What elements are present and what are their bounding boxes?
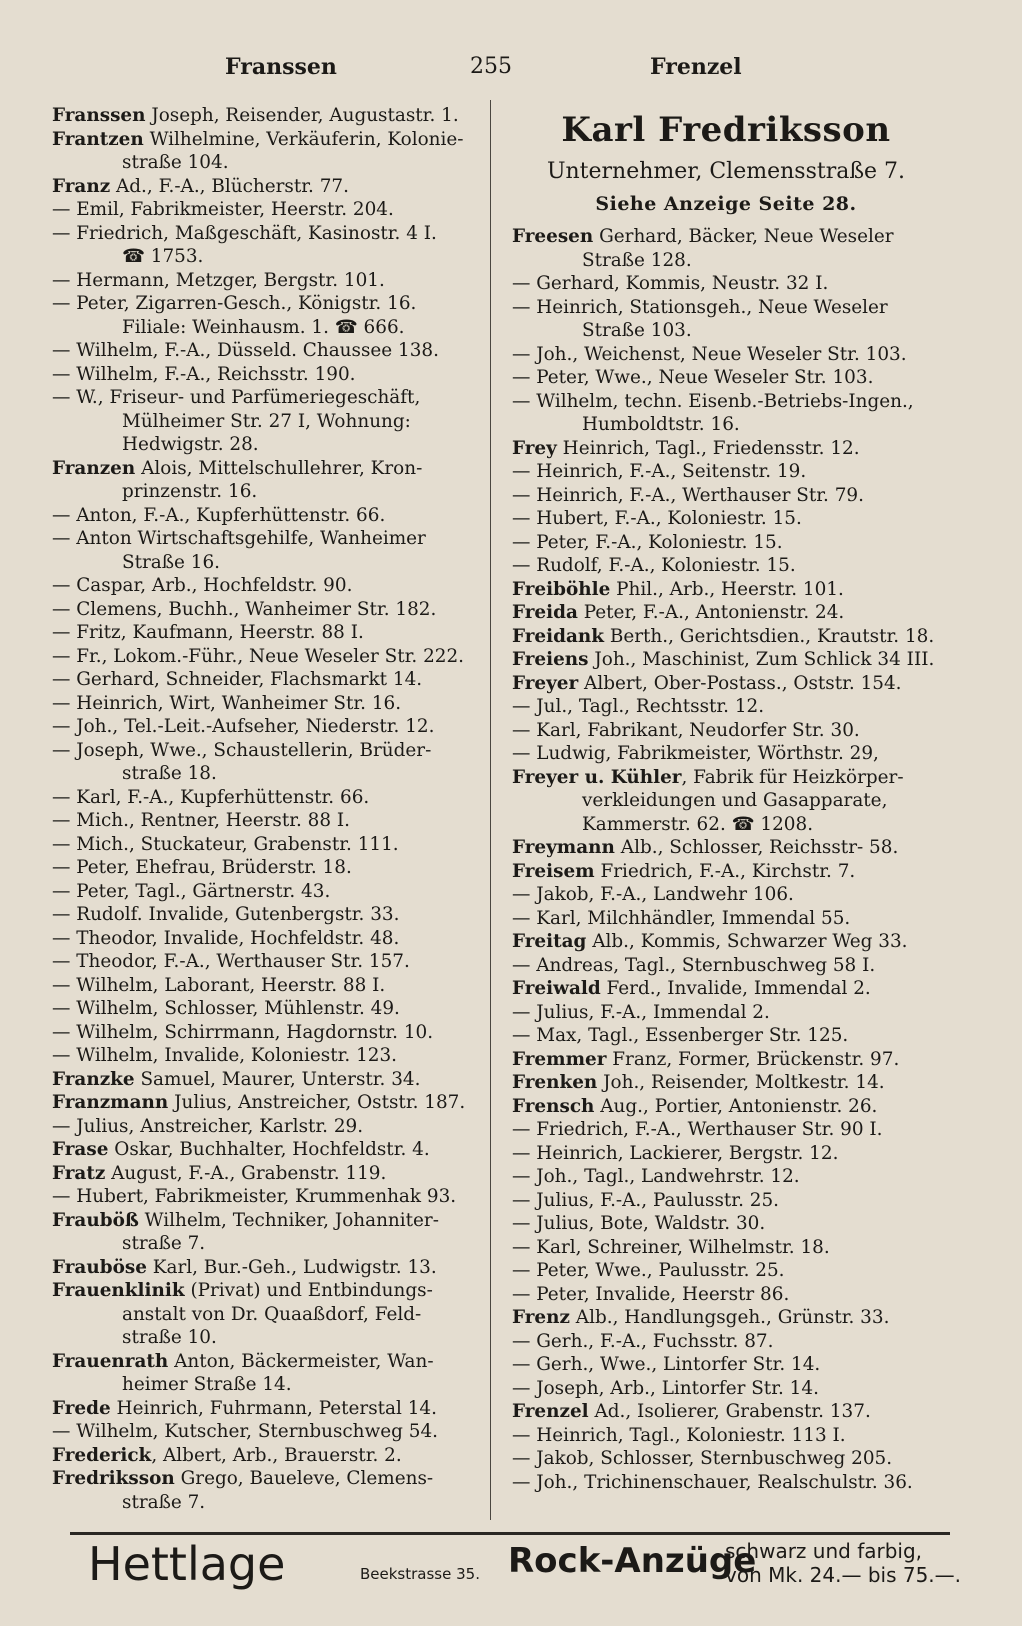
entry-surname: Freida <box>512 602 578 623</box>
entry-text: Straße 128. <box>582 249 692 271</box>
directory-line <box>52 645 482 669</box>
directory-line <box>512 695 940 719</box>
directory-line <box>512 1447 940 1471</box>
entry-text: — Peter, F.-A., Koloniestr. 15. <box>512 531 783 553</box>
directory-line <box>52 927 482 951</box>
entry-surname: Frede <box>52 1397 111 1419</box>
entry-text: — Gerhard, Kommis, Neustr. 32 I. <box>512 273 829 294</box>
entry-text: — Fritz, Kaufmann, Heerstr. 88 I. <box>52 622 364 643</box>
entry-surname: Frey <box>512 437 557 459</box>
entry-surname: Freiböhle <box>512 578 611 600</box>
entry-text: straße 7. <box>122 1491 206 1513</box>
entry-text: — Theodor, Invalide, Hochfeldstr. 48. <box>52 927 400 949</box>
entry-text: — Heinrich, Tagl., Koloniestr. 113 I. <box>512 1424 846 1446</box>
entry-text: — Joh., Tel.-Leit.-Aufseher, Niederstr. 12. <box>52 716 435 737</box>
entry-text: — Julius, Anstreicher, Karlstr. 29. <box>52 1115 364 1137</box>
entry-surname: Frase <box>52 1139 109 1160</box>
directory-line <box>512 977 940 1001</box>
directory-line <box>512 319 940 343</box>
directory-line <box>52 1091 482 1115</box>
entry-text: — Friedrich, F.-A., Werthauser Str. 90 I. <box>512 1119 883 1140</box>
directory-line <box>512 1330 940 1354</box>
entry-text: Wilhelmine, Verkäuferin, Kolonie- <box>143 128 464 150</box>
directory-line <box>52 739 482 763</box>
entry-surname: Franzmann <box>52 1092 169 1113</box>
directory-line <box>512 954 940 978</box>
directory-line <box>52 316 482 340</box>
entry-surname: Fredriksson <box>52 1468 175 1489</box>
featured-note: Siehe Anzeige Seite 28. <box>595 193 857 215</box>
directory-line <box>52 1373 482 1397</box>
directory-line <box>512 1283 940 1307</box>
entry-text: — Julius, F.-A., Paulusstr. 25. <box>512 1189 780 1211</box>
entry-text: — Joh., Trichinenschauer, Realschulstr. 36. <box>512 1471 913 1493</box>
entry-text: — Karl, Milchhändler, Immendal 55. <box>512 907 851 929</box>
entry-text: — Mich., Rentner, Heerstr. 88 I. <box>52 810 351 831</box>
entry-text: — Hubert, Fabrikmeister, Krummenhak 93. <box>52 1186 457 1207</box>
header-left-keyword: Franssen <box>225 54 337 80</box>
directory-line <box>52 363 482 387</box>
entry-text: — Theodor, F.-A., Werthauser Str. 157. <box>52 951 410 972</box>
entry-text: Alb., Handlungsgeh., Grünstr. 33. <box>569 1307 890 1328</box>
entry-text: Albert, Ober-Postass., Oststr. 154. <box>578 672 902 694</box>
directory-line <box>512 907 940 931</box>
directory-line <box>52 1397 482 1421</box>
directory-line <box>512 625 940 649</box>
entry-text: — Jakob, Schlosser, Sternbuschweg 205. <box>512 1448 893 1469</box>
entry-text: — Julius, Bote, Waldstr. 30. <box>512 1213 766 1234</box>
entry-text: Gerhard, Bäcker, Neue Weseler <box>593 226 894 247</box>
directory-line <box>512 813 940 837</box>
entry-text: — Heinrich, Stationsgeh., Neue Weseler <box>512 296 888 318</box>
entry-text: Kammerstr. 62. ☎ 1208. <box>582 813 814 835</box>
entry-text: Alb., Kommis, Schwarzer Weg 33. <box>586 931 908 952</box>
directory-line <box>512 860 940 884</box>
entry-text: Ad., Isolierer, Grabenstr. 137. <box>588 1401 871 1422</box>
directory-line <box>52 175 482 199</box>
directory-line <box>52 410 482 434</box>
entry-text: Franz, Former, Brückenstr. 97. <box>606 1048 900 1070</box>
entry-text: — Wilhelm, Kutscher, Sternbuschweg 54. <box>52 1421 439 1442</box>
directory-line <box>512 1118 940 1142</box>
directory-line <box>512 1001 940 1025</box>
directory-line <box>52 715 482 739</box>
featured-address: Unternehmer, Clemensstraße 7. <box>546 159 906 184</box>
advert-description <box>725 1539 961 1587</box>
entry-text: — Julius, F.-A., Immendal 2. <box>512 1001 770 1023</box>
entry-text: Phil., Arb., Heerstr. 101. <box>610 578 844 600</box>
entry-text: — Joseph, Arb., Lintorfer Str. 14. <box>512 1377 819 1399</box>
entry-text: — Heinrich, F.-A., Seitenstr. 19. <box>512 461 807 482</box>
entry-text: Peter, F.-A., Antonienstr. 24. <box>577 602 845 623</box>
entry-text: — Emil, Fabrikmeister, Heerstr. 204. <box>52 199 394 220</box>
entry-text: Anton, Bäckermeister, Wan- <box>168 1350 434 1372</box>
entry-text: anstalt von Dr. Quaaßdorf, Feld- <box>122 1303 422 1325</box>
entry-surname: Frenz <box>512 1307 570 1328</box>
entry-text: Heinrich, Tagl., Friedensstr. 12. <box>556 437 860 459</box>
directory-line <box>52 128 482 152</box>
directory-line <box>52 1420 482 1444</box>
directory-line <box>52 1491 482 1515</box>
entry-text: — Peter, Wwe., Paulusstr. 25. <box>512 1260 785 1281</box>
directory-line <box>512 648 940 672</box>
entry-text: Joseph, Reisender, Augustastr. 1. <box>145 105 459 126</box>
entry-text: — Hermann, Metzger, Bergstr. 101. <box>52 269 385 291</box>
entry-surname: Freiwald <box>512 978 601 999</box>
entry-text: Berth., Gerichtsdien., Krautstr. 18. <box>604 625 935 647</box>
entry-surname: Freymann <box>512 837 615 858</box>
entry-text: Aug., Portier, Antonienstr. 26. <box>594 1095 878 1117</box>
footer-advert <box>70 1535 970 1605</box>
entry-text: Straße 103. <box>582 320 692 341</box>
entry-text: — Gerh., Wwe., Lintorfer Str. 14. <box>512 1354 821 1375</box>
entry-text: — Friedrich, Maßgeschäft, Kasinostr. 4 I. <box>52 222 437 244</box>
entry-text: Filiale: Weinhausm. 1. ☎ 666. <box>122 316 405 338</box>
entry-text: — Jul., Tagl., Rechtsstr. 12. <box>512 696 765 717</box>
directory-line <box>52 997 482 1021</box>
directory-line <box>52 480 482 504</box>
entry-surname: Frauböß <box>52 1209 139 1231</box>
entry-text: Friedrich, F.-A., Kirchstr. 7. <box>594 860 856 882</box>
entry-surname: Frenken <box>512 1072 598 1093</box>
entry-text: straße 104. <box>122 152 229 173</box>
entry-text: , Fabrik für Heizkörper- <box>681 766 904 788</box>
entry-text: Joh., Reisender, Moltkestr. 14. <box>597 1072 885 1093</box>
entry-text: — Hubert, F.-A., Koloniestr. 15. <box>512 508 802 529</box>
directory-line <box>52 457 482 481</box>
directory-line <box>52 433 482 457</box>
directory-line <box>52 1326 482 1350</box>
featured-entry <box>512 105 940 225</box>
directory-line <box>512 1212 940 1236</box>
entry-text: — Max, Tagl., Essenberger Str. 125. <box>512 1025 849 1046</box>
directory-line <box>512 1377 940 1401</box>
right-column <box>512 105 940 1494</box>
directory-line <box>52 809 482 833</box>
entry-text: — Mich., Stuckateur, Grabenstr. 111. <box>52 833 399 855</box>
entry-text: Wilhelm, Techniker, Johanniter- <box>138 1209 439 1231</box>
entry-text: Mülheimer Str. 27 I, Wohnung: <box>122 410 411 432</box>
entry-text: , Albert, Arb., Brauerstr. 2. <box>151 1444 402 1466</box>
directory-line <box>52 856 482 880</box>
directory-line <box>52 1115 482 1139</box>
entry-surname: Freesen <box>512 226 594 247</box>
directory-line <box>512 272 940 296</box>
directory-line <box>512 672 940 696</box>
entry-text: (Privat) und Entbindungs- <box>184 1280 433 1301</box>
entry-surname: Fratz <box>52 1162 106 1184</box>
entry-text: — W., Friseur- und Parfümeriegeschäft, <box>52 387 421 408</box>
entry-text: — Andreas, Tagl., Sternbuschweg 58 I. <box>512 954 876 976</box>
left-column <box>52 104 482 1514</box>
directory-line <box>512 1071 940 1095</box>
directory-line <box>52 551 482 575</box>
directory-line <box>52 1209 482 1233</box>
running-header <box>0 50 1022 90</box>
page-number: 255 <box>470 54 512 79</box>
entry-text: — Peter, Ehefrau, Brüderstr. 18. <box>52 857 352 878</box>
directory-line <box>52 104 482 128</box>
entry-text: — Caspar, Arb., Hochfeldstr. 90. <box>52 575 353 596</box>
entry-text: — Wilhelm, F.-A., Düsseld. Chaussee 138. <box>52 340 439 361</box>
entry-text: prinzenstr. 16. <box>122 481 258 502</box>
entry-surname: Freyer <box>512 672 579 694</box>
advert-desc-line-1: schwarz und farbig, <box>725 1539 923 1563</box>
directory-line <box>52 222 482 246</box>
entry-text: straße 7. <box>122 1233 206 1254</box>
entry-text: — Heinrich, F.-A., Werthauser Str. 79. <box>512 484 864 506</box>
entry-text: Ferd., Invalide, Immendal 2. <box>600 978 871 999</box>
directory-line <box>512 1353 940 1377</box>
directory-line <box>52 574 482 598</box>
directory-line <box>52 880 482 904</box>
directory-line <box>52 1279 482 1303</box>
entry-surname: Freitag <box>512 931 587 952</box>
directory-line <box>512 1048 940 1072</box>
entry-text: Karl, Bur.-Geh., Ludwigstr. 13. <box>146 1256 437 1278</box>
directory-line <box>512 1259 940 1283</box>
entry-text: — Wilhelm, Invalide, Koloniestr. 123. <box>52 1045 398 1066</box>
entry-surname: Franz <box>52 175 111 197</box>
directory-line <box>52 786 482 810</box>
directory-line <box>512 719 940 743</box>
entry-text: verkleidungen und Gasapparate, <box>582 790 888 811</box>
directory-line <box>512 1306 940 1330</box>
entry-text: — Joh., Tagl., Landwehrstr. 12. <box>512 1166 800 1187</box>
directory-line <box>52 1185 482 1209</box>
entry-surname: Freyer u. Kühler <box>512 766 682 788</box>
entry-text: — Clemens, Buchh., Wanheimer Str. 182. <box>52 598 437 620</box>
entry-text: — Jakob, F.-A., Landwehr 106. <box>512 884 794 905</box>
entry-surname: Freisem <box>512 860 595 882</box>
entry-text: — Karl, F.-A., Kupferhüttenstr. 66. <box>52 786 370 808</box>
entry-text: Joh., Maschinist, Zum Schlick 34 III. <box>588 649 935 670</box>
directory-line <box>512 789 940 813</box>
directory-line <box>52 1162 482 1186</box>
entry-text: — Karl, Fabrikant, Neudorfer Str. 30. <box>512 719 860 741</box>
directory-line <box>52 1350 482 1374</box>
directory-line <box>512 390 940 414</box>
entry-text: — Heinrich, Wirt, Wanheimer Str. 16. <box>52 692 402 714</box>
entry-text: — Gerhard, Schneider, Flachsmarkt 14. <box>52 669 423 690</box>
entry-text: — Joh., Weichenst, Neue Weseler Str. 103. <box>512 343 907 365</box>
directory-line <box>52 527 482 551</box>
directory-line <box>52 1303 482 1327</box>
directory-line <box>52 1044 482 1068</box>
entry-surname: Frenzel <box>512 1401 589 1422</box>
directory-line <box>52 151 482 175</box>
entry-text: ☎ 1753. <box>122 246 204 267</box>
directory-line <box>512 1236 940 1260</box>
entry-text: Heinrich, Fuhrmann, Peterstal 14. <box>110 1397 437 1419</box>
directory-line <box>512 1142 940 1166</box>
entry-text: Alb., Schlosser, Reichsstr- 58. <box>614 837 899 858</box>
entry-surname: Frantzen <box>52 128 144 150</box>
directory-line <box>512 766 940 790</box>
entry-text: August, F.-A., Grabenstr. 119. <box>105 1162 387 1184</box>
featured-name: Karl Fredriksson <box>561 110 891 150</box>
advert-desc-line-2: von Mk. 24.— bis 75.—. <box>725 1563 962 1587</box>
entry-text: Grego, Baueleve, Clemens- <box>174 1468 434 1489</box>
entry-surname: Fremmer <box>512 1048 607 1070</box>
entry-surname: Franzke <box>52 1068 135 1090</box>
entry-text: — Wilhelm, Schlosser, Mühlenstr. 49. <box>52 998 400 1019</box>
directory-line <box>512 249 940 273</box>
directory-line <box>512 1165 940 1189</box>
directory-line <box>52 386 482 410</box>
entry-text: — Peter, Tagl., Gärtnerstr. 43. <box>52 880 331 902</box>
entry-text: Hedwigstr. 28. <box>122 434 259 455</box>
directory-line <box>512 742 940 766</box>
entry-surname: Frauenrath <box>52 1350 169 1372</box>
entry-text: Oskar, Buchhalter, Hochfeldstr. 4. <box>108 1139 430 1160</box>
directory-line <box>512 578 940 602</box>
directory-line <box>512 1424 940 1448</box>
entry-text: — Peter, Zigarren-Gesch., Königstr. 16. <box>52 293 417 314</box>
directory-line <box>512 1400 940 1424</box>
entry-text: — Anton Wirtschaftsgehilfe, Wanheimer <box>52 528 426 549</box>
directory-line <box>512 366 940 390</box>
column-divider <box>490 100 491 1520</box>
directory-line <box>52 668 482 692</box>
directory-line <box>52 1467 482 1491</box>
directory-line <box>512 554 940 578</box>
entry-text: — Wilhelm, techn. Eisenb.-Betriebs-Ingen., <box>512 390 914 412</box>
entry-text: — Wilhelm, Laborant, Heerstr. 88 I. <box>52 974 386 996</box>
advert-product: Rock-Anzüge <box>508 1541 757 1581</box>
directory-line <box>52 245 482 269</box>
entry-text: Alois, Mittelschullehrer, Kron- <box>135 457 423 479</box>
entry-surname: Frauenklinik <box>52 1280 185 1301</box>
entry-surname: Frederick <box>52 1444 152 1466</box>
entry-text: Straße 16. <box>122 551 221 573</box>
directory-line <box>512 507 940 531</box>
right-entries <box>512 225 940 1494</box>
advert-brand: Hettlage <box>88 1537 286 1591</box>
directory-line <box>512 413 940 437</box>
directory-line <box>52 621 482 645</box>
directory-line <box>52 833 482 857</box>
entry-text: Ad., F.-A., Blücherstr. 77. <box>110 175 349 197</box>
entry-text: — Wilhelm, Schirrmann, Hagdornstr. 10. <box>52 1021 434 1043</box>
entry-text: — Fr., Lokom.-Führ., Neue Weseler Str. 222. <box>52 645 465 667</box>
directory-line <box>512 601 940 625</box>
entry-surname: Frensch <box>512 1095 595 1117</box>
directory-line <box>512 930 940 954</box>
entry-text: Julius, Anstreicher, Oststr. 187. <box>168 1092 466 1113</box>
directory-line <box>52 903 482 927</box>
directory-line <box>52 269 482 293</box>
directory-line <box>52 1444 482 1468</box>
entry-text: Humboldtstr. 16. <box>582 414 740 435</box>
entry-text: — Joseph, Wwe., Schaustellerin, Brüder- <box>52 739 432 761</box>
entry-surname: Freidank <box>512 625 604 647</box>
directory-line <box>52 598 482 622</box>
directory-line <box>512 484 940 508</box>
entry-text: — Ludwig, Fabrikmeister, Wörthstr. 29, <box>512 743 879 764</box>
entry-text: — Heinrich, Lackierer, Bergstr. 12. <box>512 1142 839 1164</box>
directory-line <box>52 292 482 316</box>
entry-surname: Franzen <box>52 457 136 479</box>
directory-line <box>52 974 482 998</box>
directory-line <box>52 504 482 528</box>
directory-line <box>512 836 940 860</box>
entry-surname: Frauböse <box>52 1256 147 1278</box>
directory-line <box>512 296 940 320</box>
entry-text: — Rudolf, F.-A., Koloniestr. 15. <box>512 555 796 576</box>
entry-text: — Gerh., F.-A., Fuchsstr. 87. <box>512 1330 774 1352</box>
entry-text: — Wilhelm, F.-A., Reichsstr. 190. <box>52 363 356 385</box>
directory-line <box>52 1021 482 1045</box>
directory-line <box>512 883 940 907</box>
directory-line <box>52 950 482 974</box>
directory-line <box>512 1471 940 1495</box>
entry-surname: Freiens <box>512 649 589 670</box>
directory-line <box>52 198 482 222</box>
entry-text: straße 10. <box>122 1327 217 1348</box>
directory-line <box>52 1232 482 1256</box>
directory-line <box>52 1138 482 1162</box>
directory-line <box>52 762 482 786</box>
directory-line <box>512 1189 940 1213</box>
entry-text: — Peter, Wwe., Neue Weseler Str. 103. <box>512 367 874 388</box>
entry-text: — Anton, F.-A., Kupferhüttenstr. 66. <box>52 504 386 526</box>
directory-line <box>512 531 940 555</box>
directory-line <box>512 437 940 461</box>
entry-text: Samuel, Maurer, Unterstr. 34. <box>134 1068 421 1090</box>
directory-line <box>512 1024 940 1048</box>
advert-address: Beekstrasse 35. <box>360 1565 480 1583</box>
entry-text: straße 18. <box>122 763 217 784</box>
directory-line <box>52 339 482 363</box>
directory-line <box>52 1256 482 1280</box>
entry-surname: Franssen <box>52 105 146 126</box>
entry-text: heimer Straße 14. <box>122 1374 292 1395</box>
directory-line <box>512 343 940 367</box>
directory-line <box>52 692 482 716</box>
directory-line <box>512 225 940 249</box>
directory-line <box>512 1095 940 1119</box>
entry-text: — Rudolf. Invalide, Gutenbergstr. 33. <box>52 904 400 925</box>
header-right-keyword: Frenzel <box>650 54 742 80</box>
entry-text: — Peter, Invalide, Heerstr 86. <box>512 1283 790 1305</box>
directory-line <box>52 1068 482 1092</box>
directory-line <box>512 460 940 484</box>
entry-text: — Karl, Schreiner, Wilhelmstr. 18. <box>512 1236 830 1258</box>
